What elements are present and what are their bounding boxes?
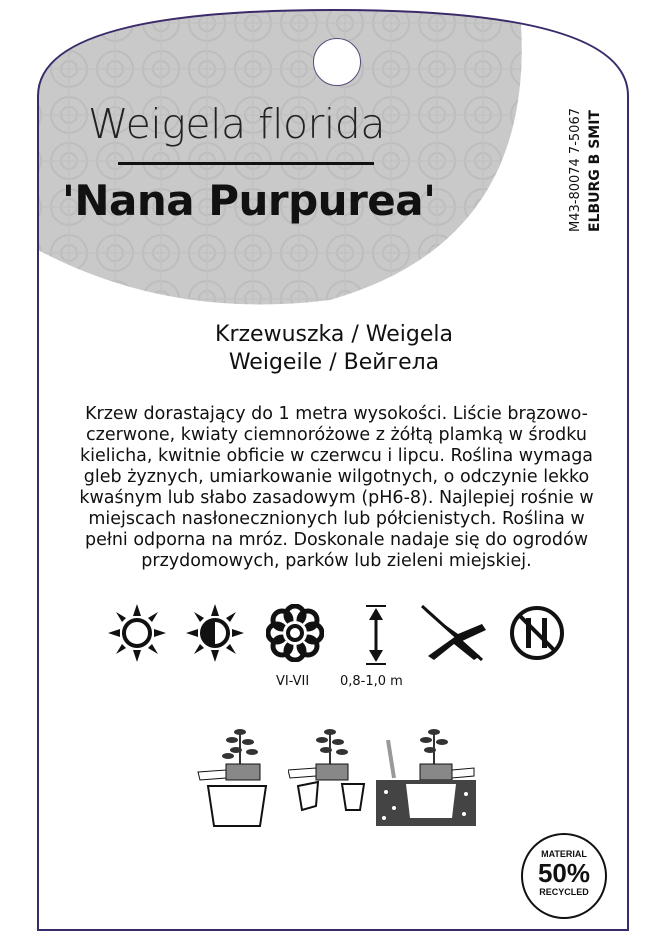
common-name-line1: Krzewuszka / Weigela <box>215 322 453 347</box>
partial-shade-icon <box>186 604 244 662</box>
planting-step-plant-in-ground-icon <box>376 722 476 828</box>
latin-name: Weigela florida <box>88 100 385 148</box>
planting-step-soak-roots-icon <box>288 722 372 814</box>
recycle-top-text: MATERIAL <box>541 849 587 859</box>
planting-step-remove-pot-icon <box>196 722 278 828</box>
product-code: M43-80074 7-5067 <box>568 108 583 232</box>
full-sun-icon <box>108 604 166 662</box>
title-divider <box>118 162 374 165</box>
flowering-months: VI-VII <box>276 674 310 689</box>
recycle-bottom-text: RECYCLED <box>539 887 589 897</box>
plant-description: Krzew dorastający do 1 metra wysokości. Liście brązowo-czerwone, kwiaty ciemnoróżowe z żółtą plamką w środku kielicha, kwitnie obficie w czerwcu i lipcu. Roślina wymaga gleb żyznych, umiarkowanie wilgotnych, o odczynie lekko kwaśnym lub słabo zasadowym (pH6-8). Najlepiej rośnie w miejscach nasłonecznionych lub półcienistych. Roślina w pełni odporna na mróz. Doskonale nadaje się do ogrodów przydomowych, parków lub zieleni miejskiej. <box>79 404 594 571</box>
no-pruning-icon <box>508 604 566 662</box>
recycle-percent: 50% <box>537 858 591 888</box>
hang-hole <box>313 38 361 86</box>
pruning-shears-icon <box>420 604 490 662</box>
height-icon <box>364 604 388 666</box>
common-name-line2: Weigeile / Вейгела <box>228 350 440 375</box>
recycled-material-badge <box>521 833 607 919</box>
cultivar-name: 'Nana Purpurea' <box>62 176 436 225</box>
brand-name: ELBURG B SMIT <box>587 110 603 232</box>
plant-height: 0,8-1,0 m <box>340 674 403 689</box>
flower-icon <box>266 604 324 662</box>
